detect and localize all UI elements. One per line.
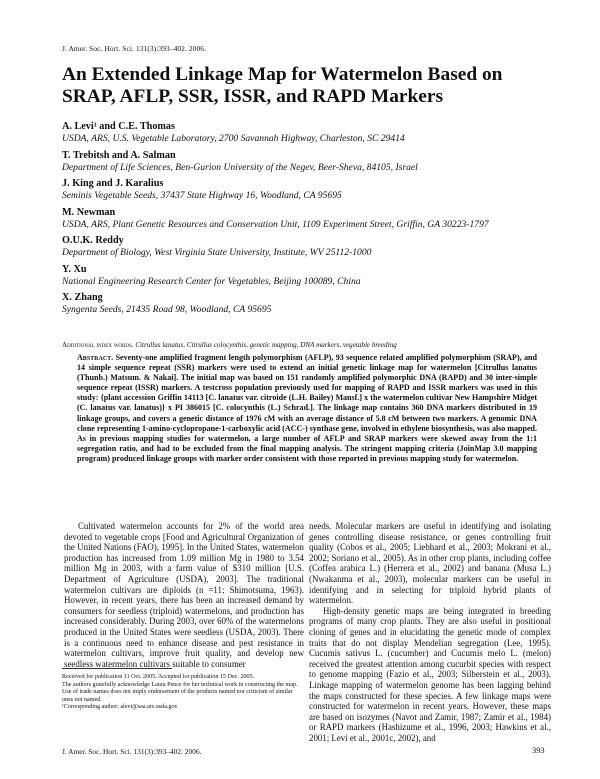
- page-number: 393: [532, 746, 545, 755]
- author-names: O.U.K. Reddy: [62, 235, 124, 246]
- index-words-text: Citrullus lanatus, Citrullus colocynthis, genetic mapping, DNA markers, vegetable breeding: [135, 341, 397, 349]
- author-block: [62, 235, 562, 259]
- footer-citation: J. Amer. Soc. Hort. Sci. 131(3):393–402. 2006.: [62, 747, 202, 756]
- author-block: [62, 292, 562, 316]
- author-block: [62, 178, 562, 202]
- author-names: X. Zhang: [62, 292, 103, 303]
- body-column-right: [309, 521, 551, 743]
- footnotes: [62, 674, 302, 712]
- author-affiliation: USDA, ARS, Plant Genetic Resources and Conservation Unit, 1109 Experiment Street, Griffin, GA 30223-1797: [62, 218, 489, 230]
- author-names: T. Trebitsh and A. Salman: [62, 149, 176, 161]
- abstract: [77, 353, 537, 464]
- author-affiliation: Seminis Vegetable Seeds, 37437 State Highway 16, Woodland, CA 95695: [62, 190, 342, 201]
- author-block: [62, 150, 562, 174]
- author-block: [62, 264, 562, 288]
- index-words: [62, 341, 397, 349]
- body-paragraph: High-density genetic maps are being integrated in breeding programs of many crop plants. They are also useful in positional cloning of genes and in elucidating the genetic mode of complex traits that do not display Mendelian segregation (Lee, 1995). Cucumis sativus L. (cucumber) and Cucumis melo L. (melon) received the greatest attention among cucurbit species with respect to genome mapping (Fazio et al., 2003; Silberstein et al., 2003). Linkage mapping of watermelon genome has been lagging behind the maps constructed for these species. A few linkage maps were constructed for watermelon in recent years. However, these maps are based on isozymes (Navot and Zamir, 1987; Zamir et al., 1984) or RAPD markers (Hashizume et al., 1996, 2003; Hawkins et al., 2001; Levi et al., 2001c, 2002), and: [309, 605, 551, 743]
- footnote-corresponding-author: ¹Corresponding author; alevi@saa.ars.usda.gov: [62, 704, 178, 711]
- author-affiliation: Department of Life Sciences, Ben-Gurion University of the Negev, Beer-Sheva, 84105, Israel: [62, 161, 418, 173]
- author-names: J. King and J. Karalius: [62, 178, 164, 189]
- author-block: [62, 121, 562, 145]
- author-names: A. Levi¹ and C.E. Thomas: [62, 121, 175, 132]
- author-affiliation: Syngenta Seeds, 21435 Road 98, Woodland, CA 95695: [62, 304, 272, 315]
- author-affiliation: USDA, ARS, U.S. Vegetable Laboratory, 2700 Savannah Highway, Charleston, SC 29414: [62, 133, 405, 144]
- footnote-acknowledgment: The authors gratefully acknowledge Laura Pence for her technical work in constructing the map. Use of trade names does not imply endorsement of the products named nor criticism of similar ones not named.: [62, 681, 298, 703]
- author-affiliation: National Engineering Research Center for Vegetables, Beijing 100089, China: [62, 275, 361, 287]
- author-names: Y. Xu: [62, 263, 87, 275]
- author-list: [62, 121, 562, 321]
- author-block: [62, 207, 562, 231]
- abstract-text: Seventy-one amplified fragment length polymorphism (AFLP), 93 sequence related amplified polymorphism (SRAP), and 14 simple sequence repeat (SSR) markers were used to extend an initial genetic linkage map for watermelon [Citrullus lanatus (Thunb.) Matsum. & Nakai]. The initial map was based on 151 randomly amplified polymorphic DNA (RAPD) and 30 inter-simple sequence repeat (ISSR) markers. A testcross population previously used for mapping of RAPD and ISSR markers was used in this study: {plant accession Griffin 14113 [C. lanatus var. citroide (L.H. Bailey) Mansf.] x the watermelon cultivar New Hampshire Midget (C. lanatus var. lanatus)} x PI 386015 [C. colocynthis (L.) Schrad.]. The linkage map contains 360 DNA markers distributed in 19 linkage groups, and covers a genetic distance of 1976 cM with an average distance of 5.8 cM between two markers. A genomic DNA clone representing 1-amino-cyclopropane-1-carboxylic acid (ACC-) synthase gene, involved in ethylene biosynthesis, was also mapped. As in previous mapping studies for watermelon, a large number of AFLP and SRAP markers were skewed away from the 1:1 segregation ratio, and had to be excluded from the final mapping analysis. The stringent mapping criteria (JoinMap 3.0 mapping program) produced linkage groups with marker order consistent with those reported in previous mapping study for watermelon.: [77, 353, 538, 463]
- footnote-received: Received for publication 11 Oct. 2005. Accepted for publication 15 Dec. 2005.: [62, 674, 255, 680]
- article-title: An Extended Linkage Map for Watermelon Based on SRAP, AFLP, SSR, ISSR, and RAPD Markers: [62, 64, 503, 107]
- footnote-divider: [62, 668, 172, 669]
- running-head: J. Amer. Soc. Hort. Sci. 131(3):393–402. 2006.: [62, 44, 206, 53]
- author-names: M. Newman: [62, 206, 116, 218]
- body-column-left: [64, 521, 304, 669]
- body-paragraph: needs. Molecular markers are useful in identifying and isolating genes controlling disease resistance, or genes controlling fruit quality (Cobos et al., 2005; Liebhard et al., 2003; Mokrani et al., 2002; Soriano et al., 2005). As in other crop plants, including coffee (Coffea arabica L.) (Herrera et al., 2002) and banana (Musa L.) (Nwakanma et al., 2003), molecular markers can be useful in identifying and in selecting for triploid hybrid plants of watermelon.: [309, 521, 551, 606]
- index-words-label: Additional index words.: [62, 341, 134, 349]
- body-paragraph: Cultivated watermelon accounts for 2% of the world area devoted to vegetable crops [Food and Agricultural Organization of the United Nations (FAO), 1995]. In the United States, watermelon production has increased from 1.09 million Mg in 1980 to 3.54 million Mg in 2003, with a farm value of $310 million [U.S. Department of Agriculture (USDA), 2003]. The traditional watermelon cultivars are diploids (n =11; Shimotsuma, 1963). However, in recent years, there has been an increased demand by consumers for seedless (triploid) watermelons, and production has increased considerably. During 2003, over 60% of the watermelons produced in the United States were seedless (USDA, 2003). There is a continuous need to enhance disease and pest resistance in watermelon cultivars, improve fruit quality, and develop new seedless watermelon cultivars suitable to consumer: [64, 521, 304, 669]
- abstract-label: Abstract.: [77, 353, 114, 362]
- author-affiliation: Department of Biology, West Virginia State University, Institute, WV 25112-1000: [62, 247, 372, 258]
